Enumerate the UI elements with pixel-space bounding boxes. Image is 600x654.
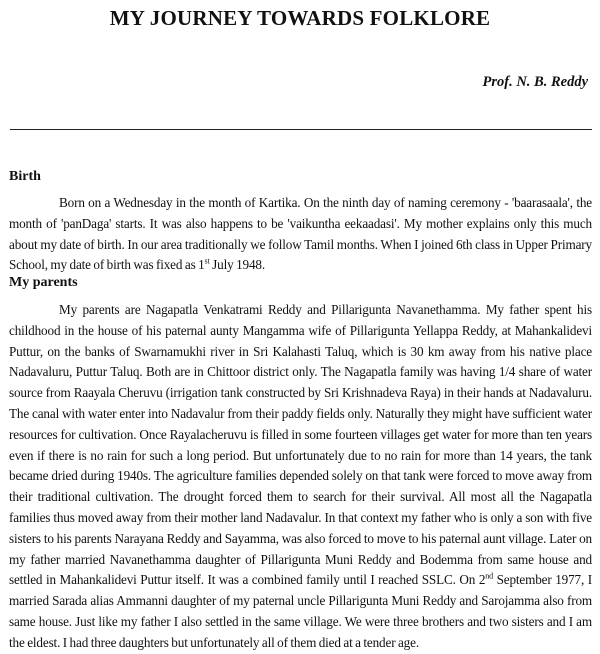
- paragraph-birth-text-end: July 1948.: [209, 257, 265, 273]
- paragraph-parents-text-end: September 1977, I married Sarada alias Ammanni daughter of my paternal uncle Pillarigunta Muni Reddy and Sarojamma also from same house. Just like my father I also settled in the same village. We were three brothers and two sisters and I am the eldest. I had three daughters but unfortunately all of them died at a tender age.: [9, 572, 592, 650]
- section-heading-birth: Birth: [9, 169, 41, 184]
- paragraph-parents: [9, 300, 592, 654]
- header-divider: [10, 129, 592, 130]
- section-heading-parents: My parents: [9, 275, 78, 290]
- paragraph-birth: [9, 193, 592, 276]
- ordinal-suffix: nd: [485, 571, 493, 581]
- document-title: MY JOURNEY TOWARDS FOLKLORE: [109, 6, 491, 30]
- author-name: Prof. N. B. Reddy: [482, 74, 588, 90]
- paragraph-parents-text: My parents are Nagapatla Venkatrami Reddy and Pillarigunta Navanethamma. My father spent his childhood in the house of his paternal aunty Mangamma wife of Pillarigunta Yellappa Reddy, at Mahankalidevi Puttur, on the banks of Swarnamukhi river in Sri Kalahasti Taluq, which is 30 km away from his native place Nadavaluru, Puttur Taluq. Both are in Chittoor district only. The Nagapatla family was having 1/4 share of water source from Raayala Cheruvu (irrigation tank constructed by Sri Krishnadeva Raya) in their hands at Nadavaluru. The canal with water enter into Nadavalur from their paddy fields only. Naturally they might have sufficient water resources for cultivation. Once Rayalacheruvu is filled in some fourteen villages get water for more than ten years even if there is no rain for such a long period. But unfortunately due to no rain for more than 14 years, the tank became dried during 1940s. The agriculture families depended solely on that tank were forced to move away from their traditional cultivation. The drought forced them to search for their survival. All most all the Nagapatla families thus moved away from their mother land Nadavalur. In that context my father who is only a son with five sisters to his parents Narayana Reddy and Sayamma, was also forced to move to his paternal aunt village. Later on my father married Navanethamma daughter of Pillarigunta Muni Reddy and Bodemma from same house and settled in Mahankalidevi Puttur itself. It was a combined family until I reached SSLC. On 2: [9, 302, 592, 588]
- paragraph-birth-text: Born on a Wednesday in the month of Kartika. On the ninth day of naming ceremony - 'baarasaala', the month of 'panDaga' starts. It was also happens to be 'vaikuntha eekaadasi'. My mother explains only this much about my date of birth. In our area traditionally we follow Tamil months. When I joined 6th class in Upper Primary School, my date of birth was fixed as 1: [9, 195, 592, 273]
- ordinal-suffix: st: [204, 257, 210, 266]
